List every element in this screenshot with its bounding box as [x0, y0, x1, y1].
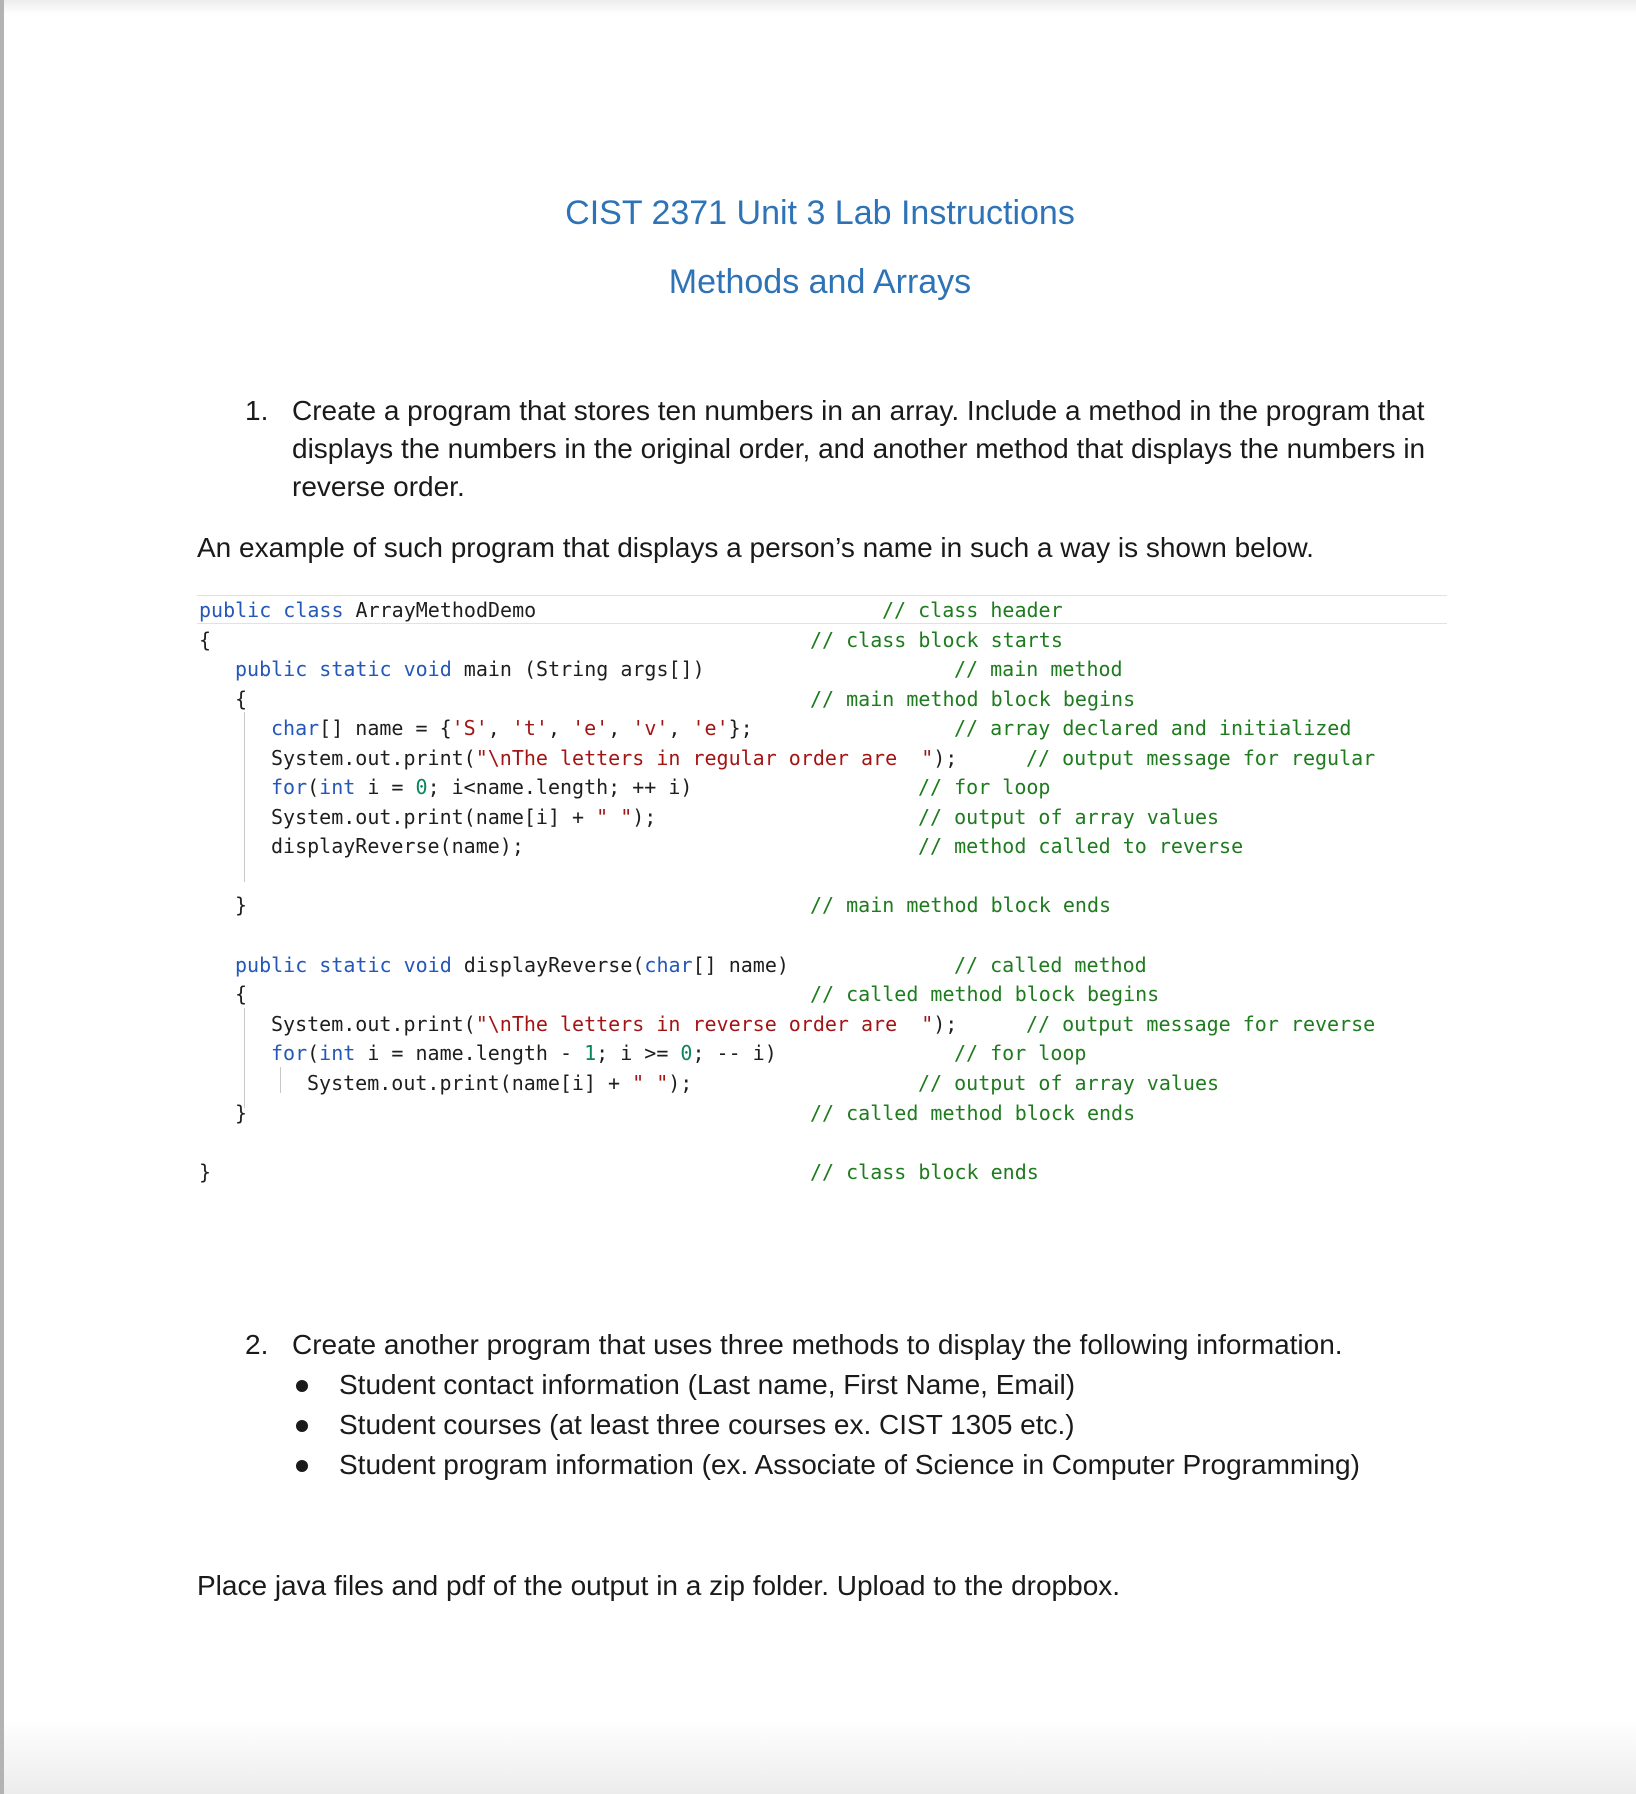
bullet-dot	[296, 1420, 308, 1432]
item1-number: 1.	[245, 395, 269, 426]
code-for-loop-regular: for(int i = 0; i<name.length; ++ i)	[271, 775, 693, 799]
bullet-item: Student contact information (Last name, First Name, Email)	[339, 1369, 1076, 1400]
closing-instruction: Place java files and pdf of the output in a zip folder. Upload to the dropbox.	[197, 1570, 1121, 1601]
code-print-reverse: System.out.print("\nThe letters in reverse order are ");	[271, 1012, 958, 1036]
item2-number: 2.	[245, 1329, 269, 1360]
comment-output-regular: // output message for regular	[1026, 746, 1376, 770]
code-main-open-brace: {	[235, 687, 248, 711]
code-keyword: char	[271, 716, 320, 740]
comment-main-method: // main method	[954, 657, 1123, 681]
comment-called-block-begins: // called method block begins	[810, 982, 1160, 1006]
code-class-declaration	[199, 598, 536, 622]
code-keyword: public class	[199, 598, 344, 622]
code-keyword: public static void	[235, 657, 452, 681]
comment-array-declared: // array declared and initialized	[954, 716, 1352, 740]
item1-line-2: displays the numbers in the original order, and another method that displays the numbers in	[292, 433, 1426, 464]
code-print-element-reverse: System.out.print(name[i] + " ");	[307, 1071, 693, 1095]
item1-line-3: reverse order.	[292, 471, 465, 502]
code-main-signature: main (String args[])	[451, 657, 705, 681]
code-for-loop-reverse: for(int i = name.length - 1; i >= 0; -- i)	[271, 1041, 777, 1065]
page-bottom-shade	[4, 1720, 1636, 1794]
code-indent-guide	[244, 1008, 245, 1108]
code-reverse-open-brace: {	[235, 982, 248, 1006]
code-char-array-line: char[] name = {'S', 't', 'e', 'v', 'e'};	[271, 716, 753, 740]
document-subtitle: Methods and Arrays	[668, 263, 972, 301]
comment-method-called: // method called to reverse	[918, 834, 1244, 858]
item1-line-1: Create a program that stores ten numbers in an array. Include a method in the program that	[292, 395, 1425, 426]
comment-output-reverse: // output message for reverse	[1026, 1012, 1376, 1036]
code-class-open-brace: {	[199, 628, 212, 652]
comment-output-values: // output of array values	[918, 805, 1220, 829]
code-header-rule	[197, 623, 1447, 624]
code-call-reverse: displayReverse(name);	[271, 834, 524, 858]
comment-called-method: // called method	[954, 953, 1147, 977]
item2-text: Create another program that uses three methods to display the following information.	[292, 1329, 1343, 1360]
code-main-close-brace: }	[235, 893, 248, 917]
comment-class-header: // class header	[882, 598, 1063, 622]
code-reverse-close-brace: }	[235, 1101, 248, 1125]
comment-main-block-begins: // main method block begins	[810, 687, 1136, 711]
comment-for-loop-reverse: // for loop	[954, 1041, 1087, 1065]
comment-for-loop: // for loop	[918, 775, 1051, 799]
code-indent-guide	[280, 1067, 281, 1093]
page-top-shade	[4, 0, 1636, 14]
code-main-declaration	[235, 657, 705, 681]
bullet-item: Student courses (at least three courses ex. CIST 1305 etc.)	[339, 1409, 1075, 1440]
bullet-dot	[296, 1460, 308, 1472]
comment-called-block-ends: // called method block ends	[810, 1101, 1136, 1125]
comment-class-block-starts: // class block starts	[810, 628, 1063, 652]
code-class-close-brace: }	[199, 1160, 212, 1184]
code-class-name: ArrayMethodDemo	[343, 598, 537, 622]
bullet-dot	[296, 1380, 308, 1392]
code-reverse-declaration: public static void displayReverse(char[] name)	[235, 953, 789, 977]
document-page	[4, 0, 1636, 1794]
comment-class-block-ends: // class block ends	[810, 1160, 1039, 1184]
example-intro: An example of such program that displays a person’s name in such a way is shown below.	[197, 532, 1314, 563]
comment-output-values-reverse: // output of array values	[918, 1071, 1220, 1095]
code-indent-guide	[244, 712, 245, 882]
document-title: CIST 2371 Unit 3 Lab Instructions	[565, 194, 1075, 232]
code-top-rule	[197, 595, 1447, 596]
bullet-item: Student program information (ex. Associate of Science in Computer Programming)	[339, 1449, 1360, 1480]
comment-main-block-ends: // main method block ends	[810, 893, 1112, 917]
code-print-element: System.out.print(name[i] + " ");	[271, 805, 657, 829]
code-print-regular: System.out.print("\nThe letters in regular order are ");	[271, 746, 958, 770]
